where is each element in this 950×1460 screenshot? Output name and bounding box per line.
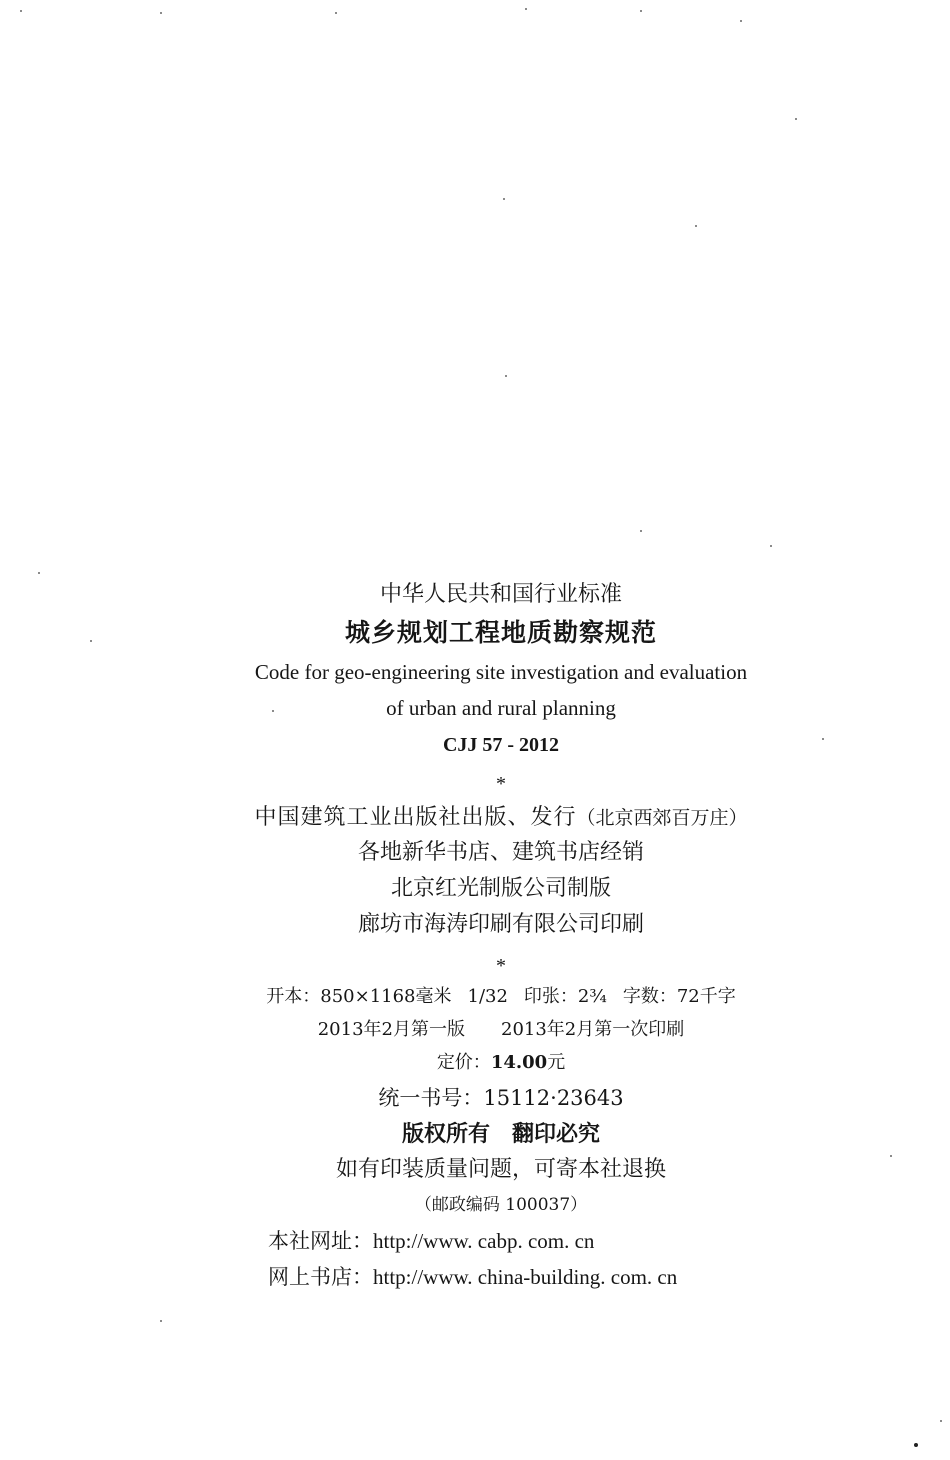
publisher-address: （北京西郊百万庄） bbox=[576, 807, 748, 829]
publisher-name: 中国建筑工业出版社出版、发行 bbox=[254, 805, 577, 830]
separator-star: * bbox=[496, 773, 506, 795]
specs-line bbox=[52, 985, 950, 1009]
copyright-no-reprint: 翻印必究 bbox=[512, 1121, 601, 1147]
words-label: 字数： bbox=[622, 986, 677, 1007]
online-store-label: 网上书店： bbox=[268, 1265, 373, 1289]
book-number-line bbox=[52, 1084, 950, 1112]
copyright-line bbox=[52, 1120, 950, 1148]
plate-maker: 北京红光制版公司制版 bbox=[390, 876, 611, 901]
scan-speck bbox=[160, 1320, 162, 1322]
book-number-label: 统一书号： bbox=[378, 1086, 484, 1110]
scan-speck bbox=[914, 1443, 918, 1447]
distributor: 各地新华书店、建筑书店经销 bbox=[357, 840, 644, 865]
format-label: 开本： bbox=[266, 986, 321, 1007]
format-value: 850×1168毫米 bbox=[320, 986, 452, 1007]
standard-code: CJJ 57 - 2012 bbox=[442, 734, 560, 756]
scan-speck bbox=[38, 572, 40, 574]
website-line bbox=[268, 1227, 594, 1255]
online-store-line bbox=[268, 1263, 677, 1291]
copyright-all-rights: 版权所有 bbox=[401, 1121, 490, 1147]
words-value: 72千字 bbox=[676, 986, 736, 1007]
scan-speck bbox=[335, 12, 337, 14]
scan-speck bbox=[740, 20, 742, 22]
price-unit: 元 bbox=[547, 1052, 566, 1073]
website-url: http://www. cabp. com. cn bbox=[373, 1229, 595, 1253]
returns-note: 如有印装质量问题，可寄本社退换 bbox=[335, 1157, 666, 1182]
first-printing: 2013年2月第一次印刷 bbox=[501, 1019, 685, 1040]
scan-speck bbox=[940, 1420, 942, 1422]
printer: 廊坊市海涛印刷有限公司印刷 bbox=[357, 912, 644, 937]
postal-code: （邮政编码 100037） bbox=[414, 1195, 588, 1215]
scan-speck bbox=[640, 10, 642, 12]
title-english-line-2: of urban and rural planning bbox=[386, 696, 616, 720]
price-label: 定价： bbox=[436, 1052, 491, 1073]
scan-speck bbox=[695, 225, 697, 227]
edition-line bbox=[52, 1018, 950, 1042]
scan-speck bbox=[525, 8, 527, 10]
scan-speck bbox=[160, 12, 162, 14]
fold-value: 1/32 bbox=[467, 986, 508, 1007]
scan-speck bbox=[770, 545, 772, 547]
price-line bbox=[52, 1051, 950, 1075]
book-number-value: 15112·23643 bbox=[483, 1086, 624, 1110]
scan-speck bbox=[640, 530, 642, 532]
sheets-value: 2¾ bbox=[577, 986, 607, 1007]
title-english-line-1: Code for geo-engineering site investigation and evaluation bbox=[254, 660, 748, 684]
scan-speck bbox=[503, 198, 505, 200]
price-amount: 14.00 bbox=[490, 1052, 548, 1073]
scan-speck bbox=[795, 118, 797, 120]
separator-star: * bbox=[496, 955, 506, 977]
scan-speck bbox=[505, 375, 507, 377]
standard-type: 中华人民共和国行业标准 bbox=[379, 582, 622, 607]
first-edition: 2013年2月第一版 bbox=[317, 1019, 465, 1040]
online-store-url: http://www. china-building. com. cn bbox=[373, 1265, 678, 1289]
title-chinese: 城乡规划工程地质勘察规范 bbox=[344, 618, 657, 647]
publisher-line bbox=[52, 804, 950, 832]
scan-speck bbox=[20, 10, 22, 12]
website-label: 本社网址： bbox=[268, 1229, 373, 1253]
sheets-label: 印张： bbox=[523, 986, 578, 1007]
